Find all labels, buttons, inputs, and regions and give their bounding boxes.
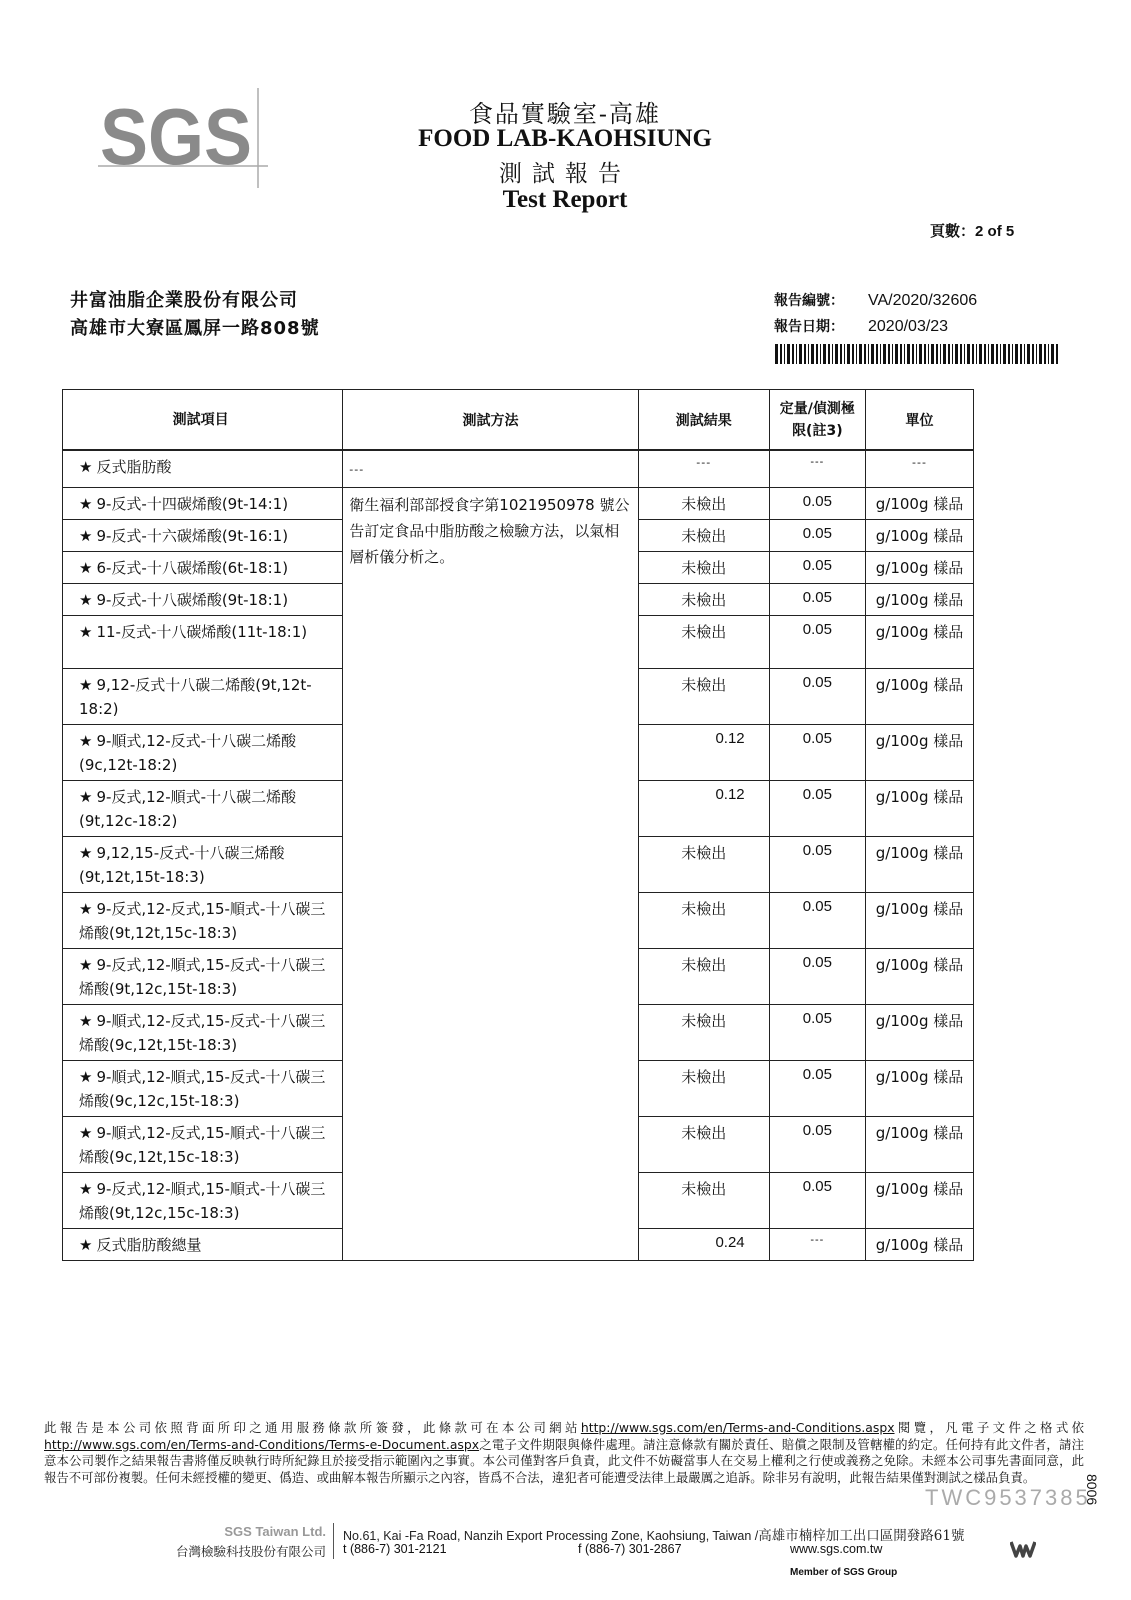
barcode-bar (916, 344, 917, 364)
barcode-bar (936, 344, 938, 364)
barcode-bar (832, 344, 833, 364)
test-item-name: 9-反式-十六碳烯酸(9t-16:1) (96, 527, 289, 545)
star-icon: ★ (79, 591, 93, 609)
barcode-bar (976, 344, 977, 364)
address-en: No.61, Kai -Fa Road, Nanzih Export Processing Zone, Kaohsiung, Taiwan / (343, 1529, 759, 1543)
side-code: 8006 (1084, 1474, 1100, 1506)
barcode-bar (820, 344, 821, 364)
unit: g/100g 樣品 (866, 488, 974, 520)
barcode-bar (991, 344, 994, 364)
test-item-cell (63, 616, 343, 669)
report-number-value: VA/2020/32606 (868, 292, 978, 309)
barcode-bar (972, 344, 974, 364)
test-item-cell (63, 949, 343, 1005)
report-number (774, 290, 977, 310)
barcode-bar (804, 344, 806, 364)
barcode-bar (928, 344, 929, 364)
detection-limit: 0.05 (769, 1005, 865, 1061)
fax: f (886-7) 301-2867 (578, 1542, 682, 1556)
company-name-zh: 台灣檢驗科技股份有限公司 (175, 1544, 326, 1559)
barcode-bar (1020, 344, 1022, 364)
client-name: 井富油脂企業股份有限公司 (70, 290, 298, 311)
unit: g/100g 樣品 (866, 949, 974, 1005)
disclaimer-part-3: 之電子文件期限與條件處理。請注意條款有關於責任、賠償之限制及管轄權的約定。任何持有此文件者，請注意本公司製作之結果報告書將僅反映執行時所紀錄且於接受指示範圍內之事實。本公司僅對客戶負責，此文件不妨礙當事人在交易上權利之行使或義務之免除。未經本公司事先書面同意，此報告不可部份複製。任何未經授權的變更、僞造、或曲解本報告所顯示之內容，皆爲不合法，違犯者可能遭受法律上最嚴厲之追訴。除非另有說明，此報告結果僅對測試之樣品負責。 (44, 1436, 1084, 1485)
barcode-bar (931, 344, 934, 364)
test-item-cell (63, 1173, 343, 1229)
test-item-name: 9-順式,12-反式,15-順式-十八碳三烯酸(9c,12t,15c-18:3) (79, 1124, 326, 1166)
website-link[interactable]: www.sgs.com.tw (790, 1542, 883, 1556)
company-name-en: SGS Taiwan Ltd. (224, 1524, 326, 1539)
barcode-bar (864, 344, 866, 364)
detection-limit: 0.05 (769, 669, 865, 725)
test-result: 未檢出 (638, 669, 769, 725)
unit: g/100g 樣品 (866, 893, 974, 949)
test-item-cell (63, 837, 343, 893)
test-item-cell (63, 725, 343, 781)
barcode-bar (847, 344, 850, 364)
test-result: 未檢出 (638, 1005, 769, 1061)
detection-limit: 0.05 (769, 1061, 865, 1117)
unit: g/100g 樣品 (866, 1005, 974, 1061)
test-result: 未檢出 (638, 893, 769, 949)
unit: g/100g 樣品 (866, 669, 974, 725)
table-header-row (63, 390, 974, 451)
barcode-bar (952, 344, 953, 364)
test-result: 未檢出 (638, 488, 769, 520)
star-icon: ★ (79, 559, 93, 577)
barcode-bar (844, 344, 845, 364)
client-address: 高雄市大寮區鳳屏一路808號 (70, 318, 320, 339)
test-item-name: 9-反式,12-順式,15-順式-十八碳三烯酸(9t,12c,15c-18:3) (79, 1180, 326, 1222)
test-item-name: 9-反式,12-反式,15-順式-十八碳三烯酸(9t,12t,15c-18:3) (79, 900, 326, 942)
unit: g/100g 樣品 (866, 781, 974, 837)
test-item-name: 9-順式,12-反式,15-反式-十八碳三烯酸(9c,12t,15t-18:3) (79, 1012, 326, 1054)
test-item-name: 9-反式-十四碳烯酸(9t-14:1) (96, 495, 289, 513)
unit: --- (866, 450, 974, 488)
test-result: 未檢出 (638, 1061, 769, 1117)
unit: g/100g 樣品 (866, 1061, 974, 1117)
star-icon: ★ (79, 1236, 93, 1254)
star-icon: ★ (79, 1180, 93, 1198)
detection-limit: 0.05 (769, 584, 865, 616)
star-icon: ★ (79, 495, 93, 513)
table-row (63, 488, 974, 520)
address-zh: 高雄市楠梓加工出口區開發路61號 (758, 1528, 965, 1544)
test-result: 0.24 (638, 1229, 769, 1261)
barcode-bar (964, 344, 965, 364)
barcode-bar (955, 344, 958, 364)
detection-limit: --- (769, 450, 865, 488)
barcode-bar (828, 344, 830, 364)
test-result: --- (638, 450, 769, 488)
barcode-bar (1012, 344, 1013, 364)
page-number (930, 220, 1014, 241)
test-item-name: 9,12-反式十八碳二烯酸(9t,12t-18:2) (79, 676, 312, 718)
barcode-bar (1032, 344, 1034, 364)
report-number-label: 報告編號： (774, 293, 844, 309)
test-item-cell (63, 488, 343, 520)
barcode-bar (904, 344, 905, 364)
barcode-bar (780, 344, 782, 364)
unit: g/100g 樣品 (866, 552, 974, 584)
sgs-logo (98, 88, 268, 188)
page-number-value: 2 of 5 (975, 223, 1015, 240)
barcode-bar (943, 344, 946, 364)
barcode-bar (876, 344, 878, 364)
test-item-name: 11-反式-十八碳烯酸(11t-18:1) (96, 623, 308, 641)
test-item-cell (63, 584, 343, 616)
company-address (343, 1524, 964, 1544)
unit: g/100g 樣品 (866, 584, 974, 616)
test-item-cell (63, 669, 343, 725)
detection-limit: 0.05 (769, 949, 865, 1005)
results-table (62, 389, 974, 1261)
test-item-name: 反式脂肪酸 (96, 458, 172, 476)
test-result: 未檢出 (638, 1173, 769, 1229)
header-limit-text: 定量/偵測極限(註3) (779, 400, 855, 439)
barcode-bar (883, 344, 886, 364)
star-icon: ★ (79, 788, 93, 806)
page-number-label: 頁數： (930, 222, 976, 240)
header-title-zh: 食品實驗室-高雄 (468, 100, 662, 128)
disclaimer (44, 1420, 1084, 1486)
barcode-bar (1048, 344, 1049, 364)
telephone: t (886-7) 301-2121 (343, 1542, 447, 1556)
barcode-bar (979, 344, 982, 364)
barcode-bar (823, 344, 826, 364)
barcode-bar (1039, 344, 1042, 364)
barcode-bar (880, 344, 881, 364)
footer-divider (333, 1523, 334, 1559)
star-icon: ★ (79, 900, 93, 918)
unit: g/100g 樣品 (866, 616, 974, 669)
test-method-cell (343, 488, 639, 1261)
unit: g/100g 樣品 (866, 1229, 974, 1261)
detection-limit: 0.05 (769, 725, 865, 781)
barcode-bar (784, 344, 785, 364)
test-item-cell (63, 1229, 343, 1261)
test-item-cell (63, 781, 343, 837)
test-item-cell (63, 552, 343, 584)
barcode-bar (924, 344, 926, 364)
detection-limit: --- (769, 1229, 865, 1261)
test-result: 未檢出 (638, 837, 769, 893)
barcode-bar (1027, 344, 1030, 364)
table-row (63, 450, 974, 488)
barcode-bar (1003, 344, 1006, 364)
barcode-bar (984, 344, 986, 364)
test-item-cell (63, 1061, 343, 1117)
test-result: 0.12 (638, 781, 769, 837)
header-title-en: FOOD LAB-KAOHSIUNG (418, 125, 712, 152)
barcode-bar (868, 344, 869, 364)
barcode-bar (912, 344, 914, 364)
test-item-name: 9-順式,12-順式,15-反式-十八碳三烯酸(9c,12c,15t-18:3) (79, 1068, 326, 1110)
barcode-bar (856, 344, 857, 364)
barcode-bar (1024, 344, 1025, 364)
barcode-bar (1015, 344, 1018, 364)
document-code: TWC9537385 (925, 1485, 1091, 1510)
method-dash: --- (349, 463, 365, 476)
member-of-sgs-group: Member of SGS Group (790, 1567, 898, 1578)
barcode-bar (816, 344, 818, 364)
star-icon: ★ (79, 1012, 93, 1030)
unit: g/100g 樣品 (866, 725, 974, 781)
star-icon: ★ (79, 1068, 93, 1086)
header-method: 測試方法 (343, 390, 639, 451)
test-result: 0.12 (638, 725, 769, 781)
test-item-name: 9-反式,12-順式,15-反式-十八碳三烯酸(9t,12c,15t-18:3) (79, 956, 326, 998)
star-icon: ★ (79, 1124, 93, 1142)
barcode-bar (840, 344, 842, 364)
barcode-bar (796, 344, 797, 364)
test-method-text: 衛生福利部部授食字第1021950978 號公告訂定食品中脂肪酸之檢驗方法，以氣相層析儀分析之。 (349, 496, 630, 566)
header-item: 測試項目 (63, 390, 343, 451)
detection-limit: 0.05 (769, 781, 865, 837)
barcode-bar (792, 344, 794, 364)
star-icon: ★ (79, 527, 93, 545)
detection-limit: 0.05 (769, 616, 865, 669)
barcode-bar (900, 344, 902, 364)
star-icon: ★ (79, 458, 93, 476)
report-date (774, 316, 948, 336)
star-icon: ★ (79, 623, 93, 641)
unit: g/100g 樣品 (866, 837, 974, 893)
unit: g/100g 樣品 (866, 1173, 974, 1229)
barcode-bar (960, 344, 962, 364)
test-item-cell (63, 1117, 343, 1173)
barcode-bar (948, 344, 950, 364)
report-date-label: 報告日期： (774, 319, 844, 335)
e-document-terms-link[interactable]: http://www.sgs.com/en/Terms-and-Conditions/Terms-e-Document.aspx (44, 1436, 480, 1452)
barcode-bar (859, 344, 862, 364)
barcode-bar (967, 344, 970, 364)
disclaimer-part-2: 閱覽，凡電子文件之格式依 (894, 1420, 1085, 1435)
test-item-name: 9-反式-十八碳烯酸(9t-18:1) (96, 591, 289, 609)
detection-limit: 0.05 (769, 1173, 865, 1229)
detection-limit: 0.05 (769, 837, 865, 893)
barcode-bar (1051, 344, 1054, 364)
test-item-name: 9-順式,12-反式-十八碳二烯酸(9c,12t-18:2) (79, 732, 297, 774)
barcode-bar (919, 344, 922, 364)
barcode-bar (787, 344, 790, 364)
barcode-bar (892, 344, 893, 364)
terms-link[interactable]: http://www.sgs.com/en/Terms-and-Conditions.aspx (580, 1420, 895, 1435)
barcode-bar (852, 344, 854, 364)
method-cell-empty (343, 450, 639, 488)
test-result: 未檢出 (638, 552, 769, 584)
detection-limit: 0.05 (769, 520, 865, 552)
detection-limit: 0.05 (769, 1117, 865, 1173)
barcode-bar (775, 344, 778, 364)
barcode-bar (888, 344, 890, 364)
test-item-cell (63, 520, 343, 552)
barcode (775, 344, 1060, 364)
test-result: 未檢出 (638, 1117, 769, 1173)
report-date-value: 2020/03/23 (868, 318, 949, 335)
test-result: 未檢出 (638, 616, 769, 669)
test-item-cell (63, 1005, 343, 1061)
star-icon: ★ (79, 676, 93, 694)
barcode-bar (988, 344, 989, 364)
barcode-bar (1044, 344, 1046, 364)
test-item-name: 9-反式,12-順式-十八碳二烯酸(9t,12c-18:2) (79, 788, 297, 830)
barcode-bar (1056, 344, 1058, 364)
test-item-name: 反式脂肪酸總量 (96, 1236, 202, 1254)
test-item-cell (63, 893, 343, 949)
test-result: 未檢出 (638, 949, 769, 1005)
star-icon: ★ (79, 732, 93, 750)
detection-limit: 0.05 (769, 552, 865, 584)
header-limit (769, 390, 865, 451)
barcode-bar (799, 344, 802, 364)
barcode-bar (871, 344, 874, 364)
detection-limit: 0.05 (769, 488, 865, 520)
barcode-bar (1036, 344, 1037, 364)
header-subtitle-en: Test Report (502, 186, 628, 213)
unit: g/100g 樣品 (866, 520, 974, 552)
star-icon: ★ (79, 844, 93, 862)
barcode-bar (940, 344, 941, 364)
star-icon: ★ (79, 956, 93, 974)
w-mark-icon (1010, 1540, 1036, 1558)
header-result: 測試結果 (638, 390, 769, 451)
test-item-name: 9,12,15-反式-十八碳三烯酸(9t,12t,15t-18:3) (79, 844, 285, 886)
barcode-bar (895, 344, 898, 364)
barcode-bar (811, 344, 814, 364)
barcode-bar (996, 344, 998, 364)
unit: g/100g 樣品 (866, 1117, 974, 1173)
barcode-bar (1008, 344, 1010, 364)
test-result: 未檢出 (638, 584, 769, 616)
barcode-bar (835, 344, 838, 364)
disclaimer-part-1: 此報告是本公司依照背面所印之通用服務條款所簽發，此條款可在本公司網站 (44, 1420, 581, 1435)
test-item-cell (63, 450, 343, 488)
header-unit: 單位 (866, 390, 974, 451)
barcode-bar (808, 344, 809, 364)
test-item-name: 6-反式-十八碳烯酸(6t-18:1) (96, 559, 289, 577)
barcode-bar (907, 344, 910, 364)
barcode-bar (1000, 344, 1001, 364)
header-subtitle-zh: 測試報告 (499, 161, 631, 187)
detection-limit: 0.05 (769, 893, 865, 949)
test-result: 未檢出 (638, 520, 769, 552)
logo-text: SGS (100, 92, 252, 181)
